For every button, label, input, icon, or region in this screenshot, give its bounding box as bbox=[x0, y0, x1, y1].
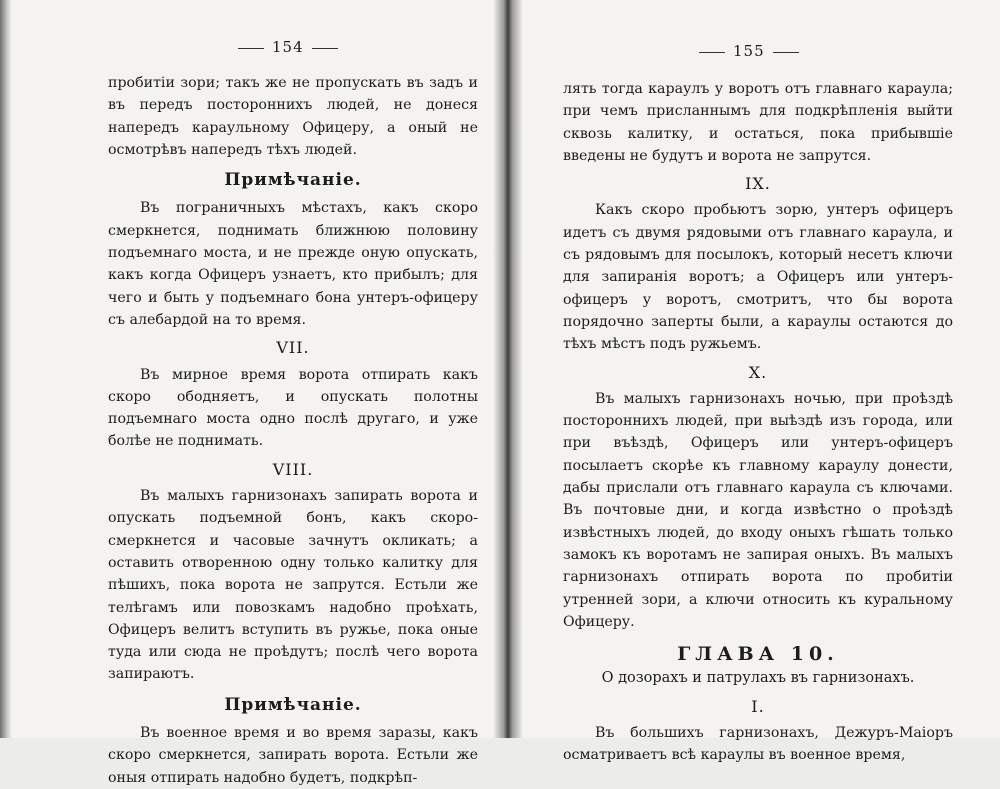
left-section-numeral-viii: VIII. bbox=[272, 459, 314, 479]
left-paragraph-5: Въ военное время и во время заразы, какъ скоро смеркнется, запирать ворота. Естьли же оныя отпирать надобно будетъ, подкрѣп- bbox=[108, 725, 478, 786]
left-heading-primechanie-1: Примѣчаніе. bbox=[224, 170, 362, 191]
right-paragraph-3: Въ малыхъ гарнизонахъ ночью, при проѣздѣ постороннихъ людей, при выѣздѣ изъ города, или при въѣздѣ, Офицеръ или унтеръ-офицеръ посылаетъ скорѣе къ главному караулу донести, дабы прислали отъ главнаго караула съ ключами. Въ почтовые дни, и когда извѣстно о проѣздѣ извѣстныхъ людей, до входу оныхъ гѣшать только замокъ къ воротамъ не запирая оныхъ. Въ малыхъ гарнизонахъ отпирать ворота по пробитіи утренней зори, а ключи относить къ куральному Офицеру. bbox=[563, 390, 953, 630]
right-paragraph-4: Въ большихъ гарнизонахъ, Дежуръ-Маіоръ осматриваетъ всѣ караулы въ военное время, bbox=[563, 725, 953, 764]
right-section-numeral-ix: IX. bbox=[745, 174, 771, 194]
left-section-numeral-vii: VII. bbox=[276, 338, 310, 358]
book-gutter bbox=[493, 0, 523, 738]
left-page-number: 154 bbox=[230, 38, 346, 56]
right-section-numeral-x: X. bbox=[748, 362, 768, 382]
left-paragraph-1: пробитіи зори; такъ же не пропускать въ задъ и въ передъ постороннихъ людей, не донеся напередъ караульному Офицеру, а оный не осмотрѣвъ напередъ тѣхъ людей. bbox=[108, 75, 478, 158]
chapter-subtitle: О дозорахъ и патрулахъ въ гарнизонахъ. bbox=[601, 670, 915, 687]
left-paragraph-3: Въ мирное время ворота отпирать какъ скоро ободняетъ, и опускать полотны подъемнаго моста одно послѣ другаго, и уже болѣе не поднимать. bbox=[108, 366, 478, 450]
right-page-number: 155 bbox=[691, 42, 807, 60]
right-section-numeral-i: I. bbox=[751, 696, 765, 716]
left-heading-primechanie-2: Примѣчаніе. bbox=[224, 694, 362, 715]
left-page-text bbox=[108, 72, 478, 789]
chapter-title: ГЛАВА 10. bbox=[677, 643, 839, 666]
left-page bbox=[12, 0, 493, 786]
right-paragraph-1: лять тогда караулъ у воротъ отъ главнаго караула; при чемъ присланнымъ для подкрѣпленія выйти сквозь калитку, и остаться, пока прибывшіе введены не будутъ и ворота не запрутся. bbox=[563, 81, 953, 164]
page-edge-shadow bbox=[0, 0, 12, 738]
left-paragraph-4: Въ малыхъ гарнизонахъ запирать ворота и опускать подъемной бонъ, какъ скоро-смеркнется и часовые зачнутъ окликать; а оставить отворенною одну только калитку для пѣшихъ, пока ворота не запрутся. Естьли же телѣгамъ или повозкамъ надобно проѣхать, Офицеръ велитъ вступить въ ружье, пока оные туда или сюда не проѣдутъ; послѣ чего ворота запираютъ. bbox=[108, 488, 478, 683]
right-page bbox=[523, 0, 1000, 764]
left-paragraph-2: Въ пограничныхъ мѣстахъ, какъ скоро смеркнется, поднимать ближнюю половину подъемнаго моста, и не прежде оную опускать, какъ когда Офицеръ узнаетъ, кто прибылъ; для чего и быть у подъемнаго бона унтеръ-офицеру съ алебардой на то время. bbox=[108, 200, 478, 328]
right-page-text bbox=[563, 78, 953, 767]
right-paragraph-2: Какъ скоро пробьютъ зорю, унтеръ офицеръ идетъ съ двумя рядовыми отъ главнаго караула, и съ рядовымъ для посылокъ, который несетъ ключи для запиранія воротъ; а Офицеръ или унтеръ-офицеръ у воротъ, смотритъ, что бы ворота порядочно заперты были, а караулы остаются до тѣхъ мѣстъ подъ ружьемъ. bbox=[563, 202, 953, 353]
